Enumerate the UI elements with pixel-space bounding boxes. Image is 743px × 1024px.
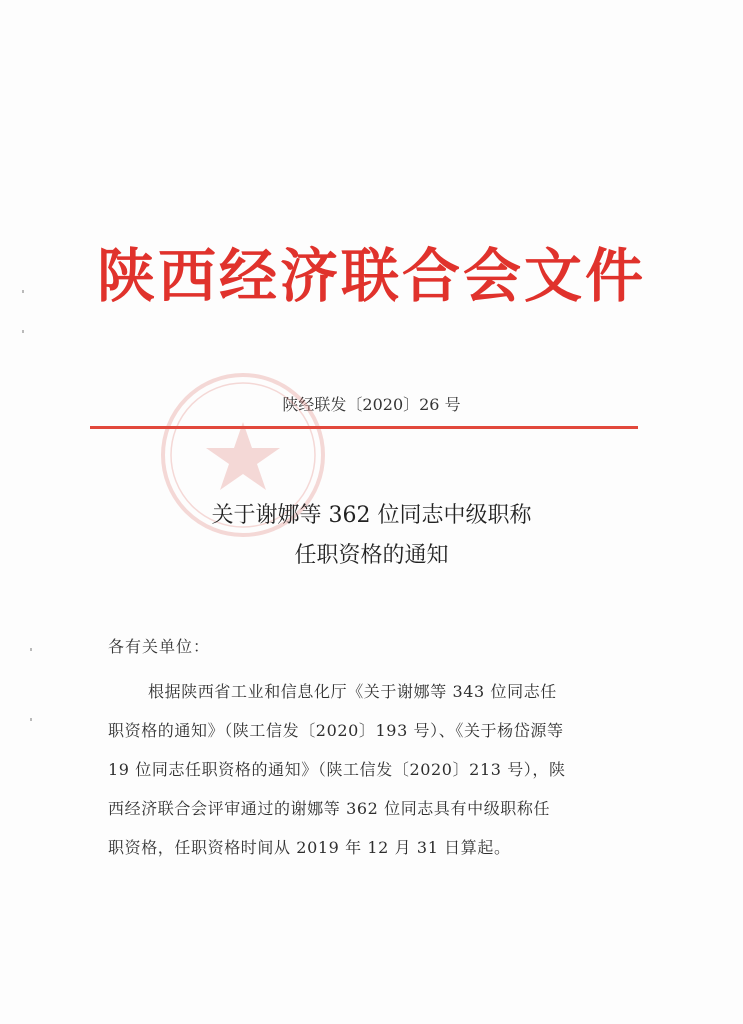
body-line: 19 位同志任职资格的通知》（陕工信发〔2020〕213 号），陕	[108, 760, 566, 779]
document-number: 陕经联发〔2020〕26 号	[282, 395, 461, 414]
body-line: 西经济联合会评审通过的谢娜等 362 位同志具有中级职称任	[108, 799, 551, 818]
notice-title-line: 任职资格的通知	[294, 543, 449, 568]
document-header-title: 陕西经济联合会文件	[96, 242, 646, 310]
body-line: 职资格的通知》（陕工信发〔2020〕193 号）、《关于杨岱源等	[108, 721, 564, 740]
body-line: 根据陕西省工业和信息化厅《关于谢娜等 343 位同志任	[148, 682, 557, 701]
notice-title	[0, 496, 743, 576]
salutation: 各有关单位：	[108, 637, 211, 656]
body-paragraph	[108, 672, 638, 867]
scan-mark	[30, 648, 32, 651]
scan-mark	[22, 330, 24, 333]
body-line: 职资格，任职资格时间从 2019 年 12 月 31 日算起。	[108, 838, 511, 857]
notice-title-line: 关于谢娜等 362 位同志中级职称	[211, 503, 532, 528]
scan-mark	[30, 718, 32, 721]
